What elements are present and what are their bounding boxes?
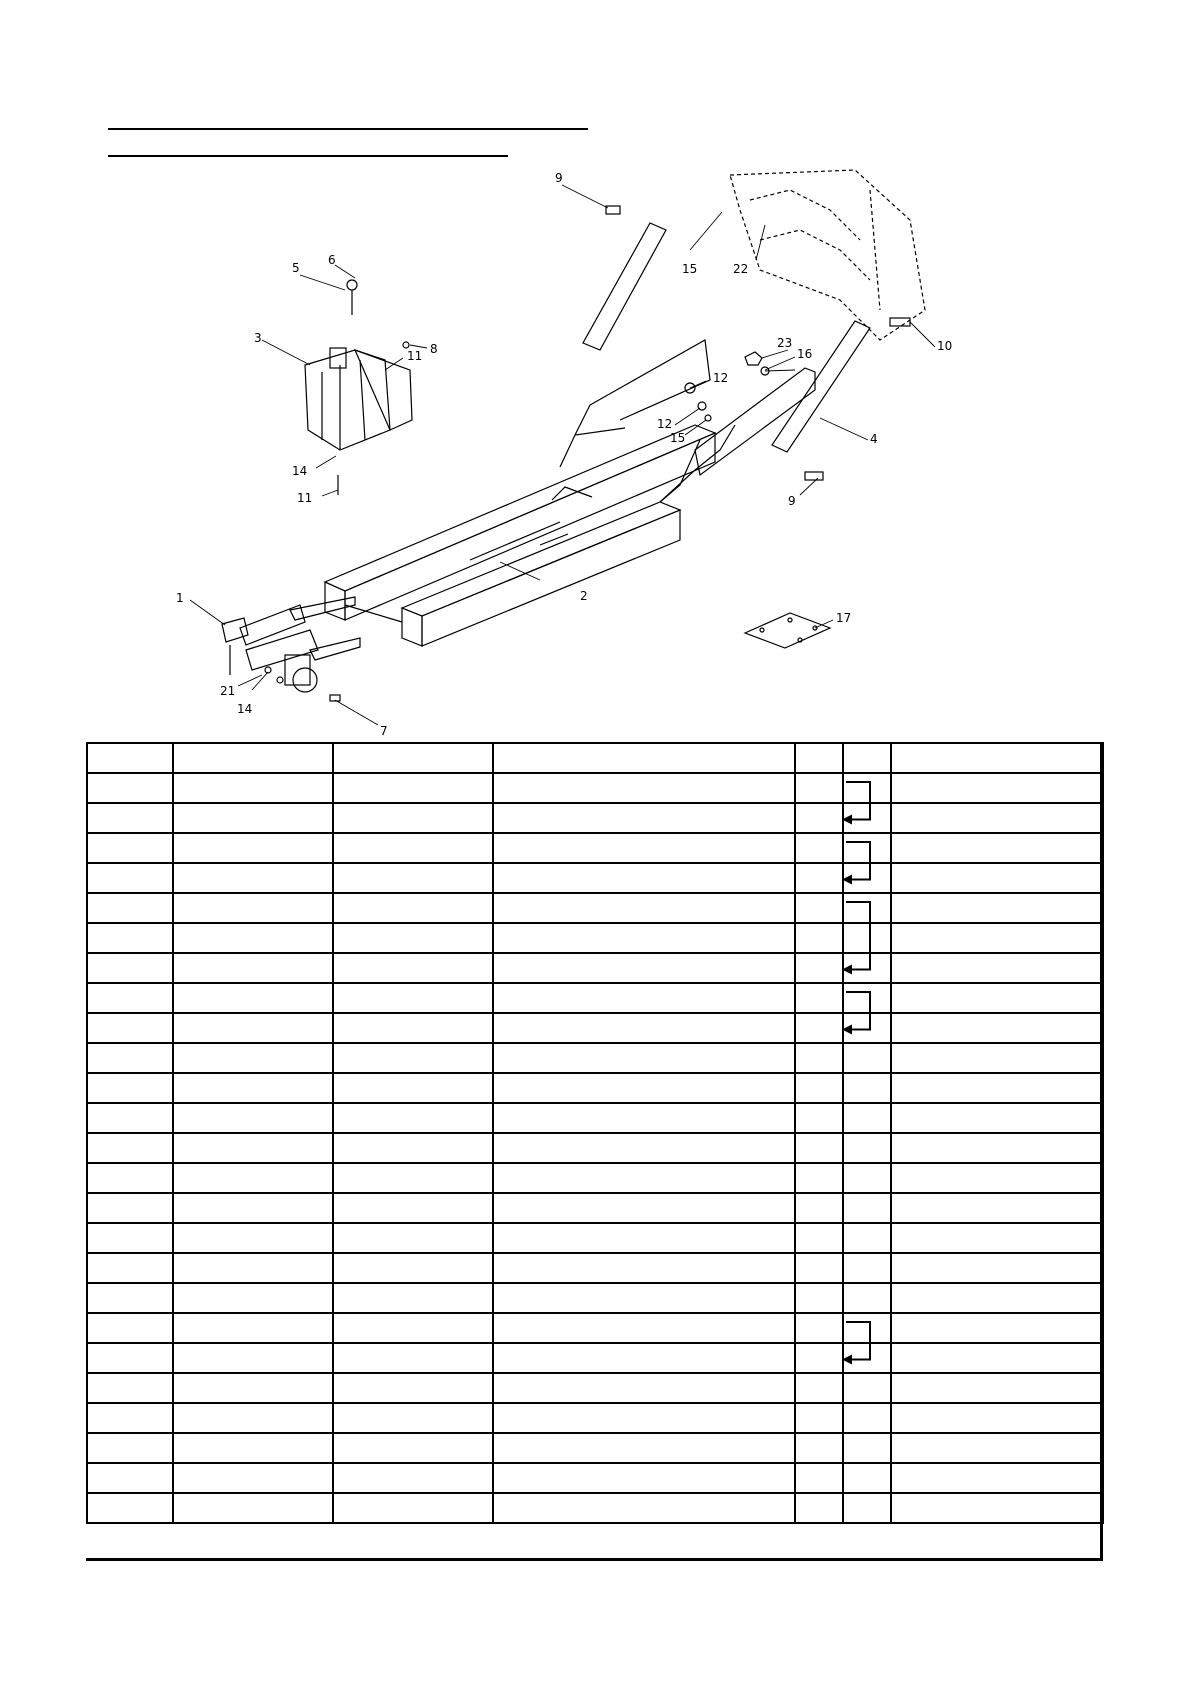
table-cell bbox=[87, 1043, 173, 1073]
table-cell bbox=[891, 1223, 1103, 1253]
table-cell bbox=[891, 893, 1103, 923]
table-cell bbox=[87, 773, 173, 803]
table-cell bbox=[173, 1253, 333, 1283]
table-cell bbox=[891, 1373, 1103, 1403]
table-cell bbox=[333, 893, 493, 923]
table-row bbox=[87, 1043, 1103, 1073]
table-row bbox=[87, 923, 1103, 953]
table-header-row bbox=[87, 743, 1103, 773]
bracket-arrowhead bbox=[842, 815, 852, 825]
table-cell bbox=[493, 1253, 795, 1283]
table-cell bbox=[891, 953, 1103, 983]
callout-15b: 15 bbox=[670, 431, 686, 445]
bracket-line bbox=[846, 842, 870, 880]
bracket-line bbox=[846, 992, 870, 1030]
table-cell bbox=[333, 1073, 493, 1103]
callout-3: 3 bbox=[254, 331, 262, 345]
callout-2: 2 bbox=[580, 589, 588, 603]
main-frame-beam bbox=[325, 340, 815, 646]
table-cell bbox=[493, 1073, 795, 1103]
callout-12a: 12 bbox=[713, 371, 729, 385]
table-cell bbox=[795, 1253, 843, 1283]
table-cell bbox=[173, 1223, 333, 1253]
table-cell bbox=[891, 1433, 1103, 1463]
table-cell bbox=[891, 1403, 1103, 1433]
table-cell bbox=[795, 1493, 843, 1523]
table-cell bbox=[891, 743, 1103, 773]
table-cell bbox=[891, 1313, 1103, 1343]
table-cell bbox=[87, 1493, 173, 1523]
table-cell bbox=[333, 773, 493, 803]
table-cell bbox=[333, 1493, 493, 1523]
table-cell bbox=[333, 1193, 493, 1223]
table-cell bbox=[891, 1493, 1103, 1523]
table-cell bbox=[173, 1313, 333, 1343]
table-cell bbox=[891, 1103, 1103, 1133]
callout-5: 5 bbox=[292, 261, 300, 275]
table-cell bbox=[493, 1313, 795, 1343]
table-cell bbox=[333, 833, 493, 863]
table-cell bbox=[333, 1103, 493, 1133]
bracket-arrowhead bbox=[842, 965, 852, 975]
table-cell bbox=[795, 833, 843, 863]
table-cell bbox=[173, 803, 333, 833]
table-cell bbox=[173, 1433, 333, 1463]
table-row bbox=[87, 953, 1103, 983]
table-cell bbox=[795, 983, 843, 1013]
exploded-parts-diagram bbox=[0, 150, 1190, 740]
plate bbox=[745, 613, 830, 648]
table-cell bbox=[891, 1073, 1103, 1103]
callout-22: 22 bbox=[733, 262, 749, 276]
leader-lines bbox=[190, 185, 935, 725]
table-cell bbox=[87, 1373, 173, 1403]
bracket-arrowhead bbox=[842, 875, 852, 885]
table-cell bbox=[173, 773, 333, 803]
table-cell bbox=[891, 1013, 1103, 1043]
table-cell bbox=[333, 863, 493, 893]
table-cell bbox=[333, 1343, 493, 1373]
parts-table bbox=[86, 742, 1104, 1524]
table-row bbox=[87, 1463, 1103, 1493]
table-cell bbox=[333, 923, 493, 953]
table-row bbox=[87, 863, 1103, 893]
table-cell bbox=[87, 863, 173, 893]
quantity-brackets bbox=[840, 742, 888, 1562]
table-cell bbox=[493, 743, 795, 773]
table-cell bbox=[795, 1373, 843, 1403]
header-rule-1 bbox=[108, 128, 588, 130]
table-cell bbox=[333, 953, 493, 983]
table-cell bbox=[333, 1403, 493, 1433]
table-cell bbox=[795, 893, 843, 923]
callout-14a: 14 bbox=[292, 464, 308, 478]
table-cell bbox=[333, 1313, 493, 1343]
table-cell bbox=[493, 1103, 795, 1133]
bracket-arrowhead bbox=[842, 1025, 852, 1035]
table-cell bbox=[173, 1103, 333, 1133]
table-cell bbox=[173, 953, 333, 983]
bracket-line bbox=[846, 902, 870, 970]
table-cell bbox=[891, 1283, 1103, 1313]
callout-16: 16 bbox=[797, 347, 813, 361]
table-row bbox=[87, 1253, 1103, 1283]
table-cell bbox=[891, 1163, 1103, 1193]
table-cell bbox=[173, 1373, 333, 1403]
tractor-frame bbox=[730, 170, 925, 340]
table-cell bbox=[493, 893, 795, 923]
table-cell bbox=[493, 1223, 795, 1253]
table-cell bbox=[87, 1103, 173, 1133]
table-cell bbox=[87, 1193, 173, 1223]
table-cell bbox=[87, 1253, 173, 1283]
table-row bbox=[87, 1403, 1103, 1433]
table-cell bbox=[173, 833, 333, 863]
table-row bbox=[87, 1193, 1103, 1223]
table-cell bbox=[493, 773, 795, 803]
table-row bbox=[87, 1433, 1103, 1463]
table-cell bbox=[493, 863, 795, 893]
table-cell bbox=[891, 1343, 1103, 1373]
table-cell bbox=[87, 1013, 173, 1043]
table-cell bbox=[795, 803, 843, 833]
table-cell bbox=[333, 1373, 493, 1403]
table-cell bbox=[493, 1043, 795, 1073]
table-cell bbox=[333, 1163, 493, 1193]
table-cell bbox=[173, 743, 333, 773]
table-cell bbox=[333, 1463, 493, 1493]
table-cell bbox=[173, 923, 333, 953]
table-cell bbox=[333, 1013, 493, 1043]
table-cell bbox=[891, 1043, 1103, 1073]
table-cell bbox=[493, 833, 795, 863]
table-cell bbox=[795, 1433, 843, 1463]
callout-10: 10 bbox=[937, 339, 953, 353]
table-cell bbox=[173, 1163, 333, 1193]
callout-9a: 9 bbox=[555, 171, 563, 185]
table-cell bbox=[173, 1073, 333, 1103]
table-cell bbox=[493, 1403, 795, 1433]
upper-link bbox=[583, 223, 666, 350]
table-cell bbox=[87, 1163, 173, 1193]
rear-bracket bbox=[222, 597, 360, 692]
table-cell bbox=[173, 1493, 333, 1523]
callout-11b: 11 bbox=[297, 491, 313, 505]
table-cell bbox=[891, 983, 1103, 1013]
callout-9b: 9 bbox=[788, 494, 796, 508]
table-cell bbox=[795, 1133, 843, 1163]
callout-1: 1 bbox=[176, 591, 184, 605]
callout-7: 7 bbox=[380, 724, 388, 738]
table-cell bbox=[795, 743, 843, 773]
table-row bbox=[87, 803, 1103, 833]
callout-21: 21 bbox=[220, 684, 236, 698]
table-cell bbox=[795, 1343, 843, 1373]
table-row bbox=[87, 1133, 1103, 1163]
table-cell bbox=[795, 1013, 843, 1043]
table-cell bbox=[87, 1463, 173, 1493]
table-cell bbox=[795, 863, 843, 893]
table-cell bbox=[493, 1463, 795, 1493]
table-cell bbox=[891, 1463, 1103, 1493]
callout-11a: 11 bbox=[407, 349, 423, 363]
bracket-line bbox=[846, 782, 870, 820]
table-cell bbox=[795, 1403, 843, 1433]
table-cell bbox=[493, 953, 795, 983]
callout-15a: 15 bbox=[682, 262, 698, 276]
table-cell bbox=[173, 983, 333, 1013]
callout-14b: 14 bbox=[237, 702, 253, 716]
table-cell bbox=[891, 923, 1103, 953]
table-cell bbox=[173, 1013, 333, 1043]
table-cell bbox=[87, 1313, 173, 1343]
table-cell bbox=[333, 803, 493, 833]
table-cell bbox=[87, 803, 173, 833]
table-cell bbox=[173, 1463, 333, 1493]
table-cell bbox=[173, 893, 333, 923]
table-row bbox=[87, 1163, 1103, 1193]
table-cell bbox=[795, 1103, 843, 1133]
table-row bbox=[87, 1223, 1103, 1253]
table-row bbox=[87, 983, 1103, 1013]
table-cell bbox=[87, 833, 173, 863]
table-cell bbox=[795, 923, 843, 953]
table-cell bbox=[87, 1433, 173, 1463]
table-cell bbox=[493, 1493, 795, 1523]
bracket-arrowhead bbox=[842, 1355, 852, 1365]
table-cell bbox=[87, 1223, 173, 1253]
table-cell bbox=[795, 1163, 843, 1193]
table-cell bbox=[795, 953, 843, 983]
callout-23: 23 bbox=[777, 336, 793, 350]
table-cell bbox=[173, 1043, 333, 1073]
table-cell bbox=[891, 803, 1103, 833]
table-row bbox=[87, 1343, 1103, 1373]
table-cell bbox=[87, 1133, 173, 1163]
table-row bbox=[87, 1013, 1103, 1043]
table-cell bbox=[87, 1283, 173, 1313]
table-cell bbox=[493, 1133, 795, 1163]
table-cell bbox=[891, 1253, 1103, 1283]
table-cell bbox=[173, 863, 333, 893]
table-row bbox=[87, 773, 1103, 803]
table-cell bbox=[891, 863, 1103, 893]
table-cell bbox=[795, 1223, 843, 1253]
table-cell bbox=[493, 1433, 795, 1463]
table-cell bbox=[333, 1133, 493, 1163]
table-cell bbox=[333, 743, 493, 773]
table-cell bbox=[333, 1433, 493, 1463]
table-cell bbox=[173, 1133, 333, 1163]
table-cell bbox=[795, 1283, 843, 1313]
table-row bbox=[87, 1283, 1103, 1313]
table-cell bbox=[173, 1403, 333, 1433]
table-cell bbox=[891, 833, 1103, 863]
table-cell bbox=[87, 953, 173, 983]
table-cell bbox=[795, 1313, 843, 1343]
table-cell bbox=[493, 1163, 795, 1193]
bracket-line bbox=[846, 1322, 870, 1360]
table-cell bbox=[333, 1043, 493, 1073]
table-cell bbox=[173, 1193, 333, 1223]
table-row bbox=[87, 1073, 1103, 1103]
table-cell bbox=[795, 1073, 843, 1103]
table-cell bbox=[795, 1463, 843, 1493]
upper-hitch-assembly bbox=[305, 280, 412, 495]
table-cell bbox=[891, 1193, 1103, 1223]
callout-12b: 12 bbox=[657, 417, 673, 431]
table-row bbox=[87, 1313, 1103, 1343]
table-row bbox=[87, 893, 1103, 923]
table-cell bbox=[493, 923, 795, 953]
table-cell bbox=[795, 773, 843, 803]
table-cell bbox=[87, 1403, 173, 1433]
table-cell bbox=[493, 1343, 795, 1373]
table-cell bbox=[333, 983, 493, 1013]
table-cell bbox=[333, 1283, 493, 1313]
table-cell bbox=[493, 983, 795, 1013]
table-row bbox=[87, 833, 1103, 863]
table-cell bbox=[493, 1373, 795, 1403]
table-cell bbox=[87, 1073, 173, 1103]
table-cell bbox=[891, 773, 1103, 803]
table-cell bbox=[173, 1283, 333, 1313]
table-cell bbox=[87, 983, 173, 1013]
table-cell bbox=[795, 1193, 843, 1223]
callout-6: 6 bbox=[328, 253, 336, 267]
table-cell bbox=[795, 1043, 843, 1073]
table-cell bbox=[333, 1253, 493, 1283]
table-row bbox=[87, 1373, 1103, 1403]
table-cell bbox=[493, 803, 795, 833]
table-cell bbox=[891, 1133, 1103, 1163]
table-cell bbox=[333, 1223, 493, 1253]
callout-4: 4 bbox=[870, 432, 878, 446]
table-cell bbox=[87, 1343, 173, 1373]
table-cell bbox=[87, 923, 173, 953]
callout-8: 8 bbox=[430, 342, 438, 356]
table-cell bbox=[493, 1013, 795, 1043]
table-cell bbox=[87, 743, 173, 773]
table-cell bbox=[493, 1283, 795, 1313]
table-cell bbox=[173, 1343, 333, 1373]
callout-17: 17 bbox=[836, 611, 852, 625]
table-row bbox=[87, 1103, 1103, 1133]
table-cell bbox=[493, 1193, 795, 1223]
table-cell bbox=[87, 893, 173, 923]
table-row bbox=[87, 1493, 1103, 1523]
